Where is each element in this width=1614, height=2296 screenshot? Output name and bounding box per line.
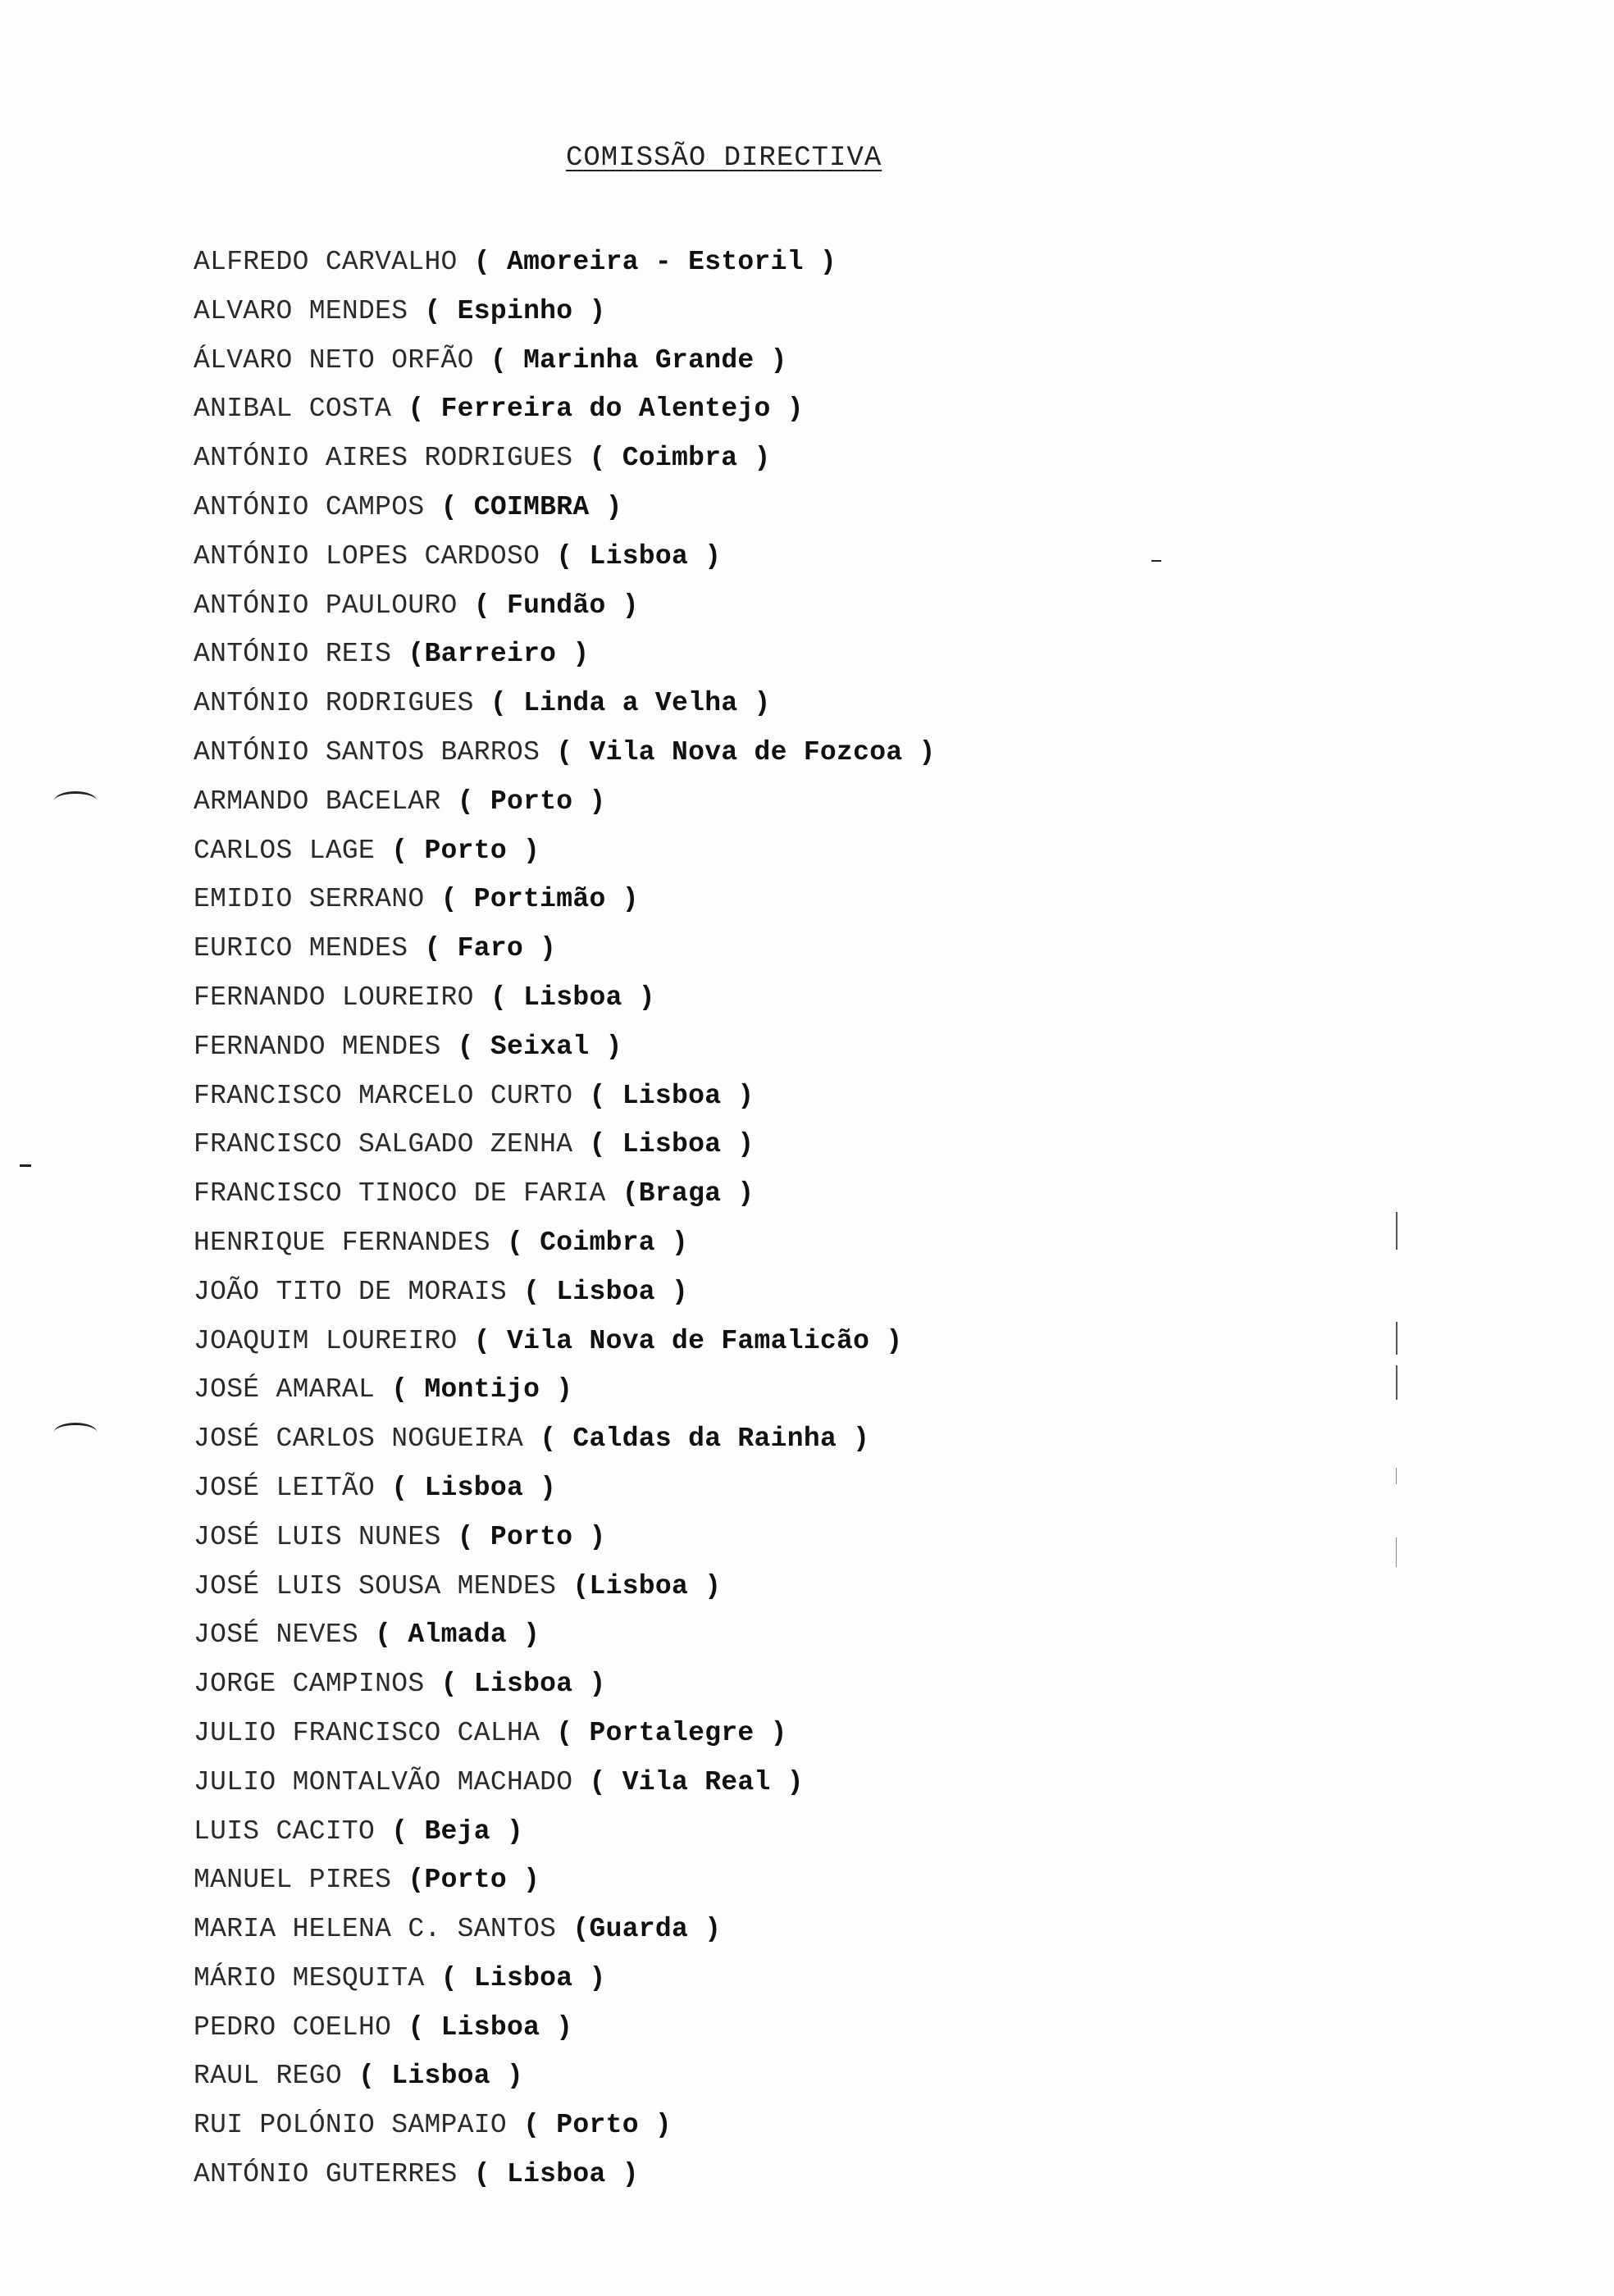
- member-place: ( Caldas da Rainha ): [540, 1424, 870, 1455]
- list-item: [194, 924, 936, 973]
- member-name: JOSÉ CARLOS NOGUEIRA: [194, 1424, 524, 1455]
- member-place: ( Lisboa ): [589, 1129, 755, 1160]
- list-item: [194, 1660, 936, 1709]
- margin-line: [1396, 1538, 1397, 1567]
- member-place: (Lisboa ): [572, 1570, 722, 1601]
- member-name: MARIA HELENA C. SANTOS: [194, 1914, 557, 1945]
- member-name: JOSÉ NEVES: [194, 1620, 359, 1651]
- list-item: [194, 1856, 936, 1905]
- member-place: ( Seixal ): [457, 1031, 622, 1062]
- list-item: [194, 287, 936, 336]
- member-place: ( Porto ): [457, 1521, 606, 1552]
- member-place: ( Lisboa ): [589, 1080, 755, 1111]
- member-place: ( Portalegre ): [556, 1717, 787, 1748]
- member-name: ANTÓNIO REIS: [194, 639, 392, 670]
- list-item: [194, 434, 936, 483]
- member-name: JULIO FRANCISCO CALHA: [194, 1717, 540, 1748]
- member-name: EMIDIO SERRANO: [194, 884, 425, 915]
- member-name: CARLOS LAGE: [194, 835, 376, 866]
- member-place: ( Espinho ): [424, 295, 606, 326]
- member-name: FRANCISCO TINOCO DE FARIA: [194, 1178, 606, 1210]
- member-place: ( Lisboa ): [556, 540, 722, 572]
- list-item: [194, 2003, 936, 2052]
- list-item: [194, 385, 936, 434]
- member-place: ( Lisboa ): [440, 1962, 606, 1993]
- list-item: [194, 1954, 936, 2003]
- list-item: [194, 2150, 936, 2199]
- member-place: ( Amoreira - Estoril ): [473, 247, 837, 277]
- member-place: ( Porto ): [391, 835, 540, 866]
- list-item: [194, 1072, 936, 1121]
- member-name: JOSÉ LEITÃO: [194, 1472, 376, 1503]
- member-place: ( Marinha Grande ): [490, 344, 787, 376]
- member-place: ( Porto ): [457, 786, 606, 817]
- member-place: (Porto ): [408, 1865, 540, 1896]
- list-item: [194, 875, 936, 924]
- list-item: [194, 1414, 936, 1464]
- list-item: [194, 728, 936, 777]
- list-item: [194, 1023, 936, 1072]
- list-item: [194, 1610, 936, 1660]
- member-name: JULIO MONTALVÃO MACHADO: [194, 1766, 573, 1797]
- margin-line: [1396, 1468, 1397, 1484]
- member-name: RUI POLÓNIO SAMPAIO: [194, 2110, 507, 2141]
- member-name: JOSÉ LUIS NUNES: [194, 1521, 441, 1552]
- member-name: ALFREDO CARVALHO: [194, 247, 458, 277]
- list-item: [194, 679, 936, 728]
- member-place: ( Lisboa ): [473, 2159, 639, 2190]
- member-place: (Guarda ): [572, 1914, 722, 1945]
- member-name: FRANCISCO SALGADO ZENHA: [194, 1129, 573, 1160]
- member-name: LUIS CACITO: [194, 1815, 376, 1847]
- list-item: [194, 2101, 936, 2150]
- list-item: [194, 1464, 936, 1513]
- member-name: ANTÓNIO GUTERRES: [194, 2159, 458, 2190]
- member-name: JOSÉ AMARAL: [194, 1374, 376, 1405]
- member-place: ( Lisboa ): [391, 1472, 557, 1503]
- member-place: ( Almada ): [375, 1620, 540, 1651]
- list-item: [194, 827, 936, 876]
- list-item: [194, 336, 936, 385]
- list-item: [194, 1219, 936, 1268]
- member-place: ( Lisboa ): [523, 1276, 689, 1307]
- member-name: ANTÓNIO CAMPOS: [194, 491, 425, 522]
- member-place: ( Coimbra ): [589, 443, 771, 474]
- member-place: ( Portimão ): [440, 884, 639, 915]
- member-name: MANUEL PIRES: [194, 1865, 392, 1896]
- member-place: ( Faro ): [424, 933, 557, 964]
- member-place: ( Vila Nova de Fozcoa ): [556, 736, 936, 768]
- margin-line: [1396, 1365, 1397, 1400]
- member-place: ( Ferreira do Alentejo ): [408, 394, 804, 425]
- list-item: [194, 532, 936, 581]
- margin-dash: [1151, 560, 1161, 562]
- member-name: PEDRO COELHO: [194, 2011, 392, 2043]
- member-place: ( Porto ): [523, 2110, 672, 2141]
- member-place: ( Lisboa ): [440, 1669, 606, 1700]
- list-item: [194, 1562, 936, 1611]
- list-item: [194, 1268, 936, 1317]
- member-name: FERNANDO LOUREIRO: [194, 982, 474, 1013]
- list-item: [194, 1365, 936, 1414]
- member-name: ALVARO MENDES: [194, 295, 408, 326]
- member-place: ( Lisboa ): [408, 2011, 573, 2043]
- member-place: ( Fundão ): [473, 590, 639, 621]
- member-place: (Braga ): [622, 1178, 755, 1210]
- member-name: ANTÓNIO RODRIGUES: [194, 688, 474, 719]
- member-name: JOÃO TITO DE MORAIS: [194, 1276, 507, 1307]
- margin-mark: [54, 791, 97, 810]
- member-name: ANTÓNIO AIRES RODRIGUES: [194, 443, 573, 474]
- member-list: [194, 238, 936, 2199]
- list-item: [194, 483, 936, 532]
- member-name: JOSÉ LUIS SOUSA MENDES: [194, 1570, 557, 1601]
- member-name: ANTÓNIO LOPES CARDOSO: [194, 540, 540, 572]
- list-item: [194, 630, 936, 679]
- list-item: [194, 1120, 936, 1169]
- member-place: (Barreiro ): [408, 639, 590, 670]
- member-place: ( Vila Nova de Famalicão ): [473, 1325, 903, 1356]
- member-name: FRANCISCO MARCELO CURTO: [194, 1080, 573, 1111]
- member-name: FERNANDO MENDES: [194, 1031, 441, 1062]
- member-place: ( Linda a Velha ): [490, 688, 771, 719]
- list-item: [194, 581, 936, 631]
- member-name: RAUL REGO: [194, 2061, 342, 2092]
- member-name: ARMANDO BACELAR: [194, 786, 441, 817]
- list-item: [194, 2052, 936, 2101]
- member-name: MÁRIO MESQUITA: [194, 1962, 425, 1993]
- list-item: [194, 973, 936, 1023]
- member-place: ( Lisboa ): [490, 982, 655, 1013]
- member-name: ANIBAL COSTA: [194, 394, 392, 425]
- list-item: [194, 1317, 936, 1366]
- member-place: ( Beja ): [391, 1815, 524, 1847]
- list-item: [194, 1169, 936, 1219]
- list-item: [194, 1709, 936, 1758]
- member-name: JORGE CAMPINOS: [194, 1669, 425, 1700]
- list-item: [194, 1905, 936, 1954]
- document-title: COMISSÃO DIRECTIVA: [566, 143, 882, 174]
- member-name: EURICO MENDES: [194, 933, 408, 964]
- list-item: [194, 238, 936, 287]
- list-item: [194, 777, 936, 827]
- margin-line: [1396, 1322, 1397, 1355]
- list-item: [194, 1758, 936, 1807]
- member-name: ANTÓNIO PAULOURO: [194, 590, 458, 621]
- margin-dash: [20, 1164, 31, 1167]
- member-place: ( Lisboa ): [358, 2061, 524, 2092]
- member-name: ANTÓNIO SANTOS BARROS: [194, 736, 540, 768]
- member-place: ( Vila Real ): [589, 1766, 804, 1797]
- member-name: JOAQUIM LOUREIRO: [194, 1325, 458, 1356]
- member-name: ÁLVARO NETO ORFÃO: [194, 344, 474, 376]
- member-name: HENRIQUE FERNANDES: [194, 1227, 490, 1258]
- list-item: [194, 1513, 936, 1562]
- margin-mark: [54, 1423, 97, 1442]
- list-item: [194, 1807, 936, 1856]
- member-place: ( Montijo ): [391, 1374, 573, 1405]
- member-place: ( Coimbra ): [506, 1227, 689, 1258]
- member-place: ( COIMBRA ): [440, 491, 622, 522]
- margin-line: [1396, 1212, 1397, 1250]
